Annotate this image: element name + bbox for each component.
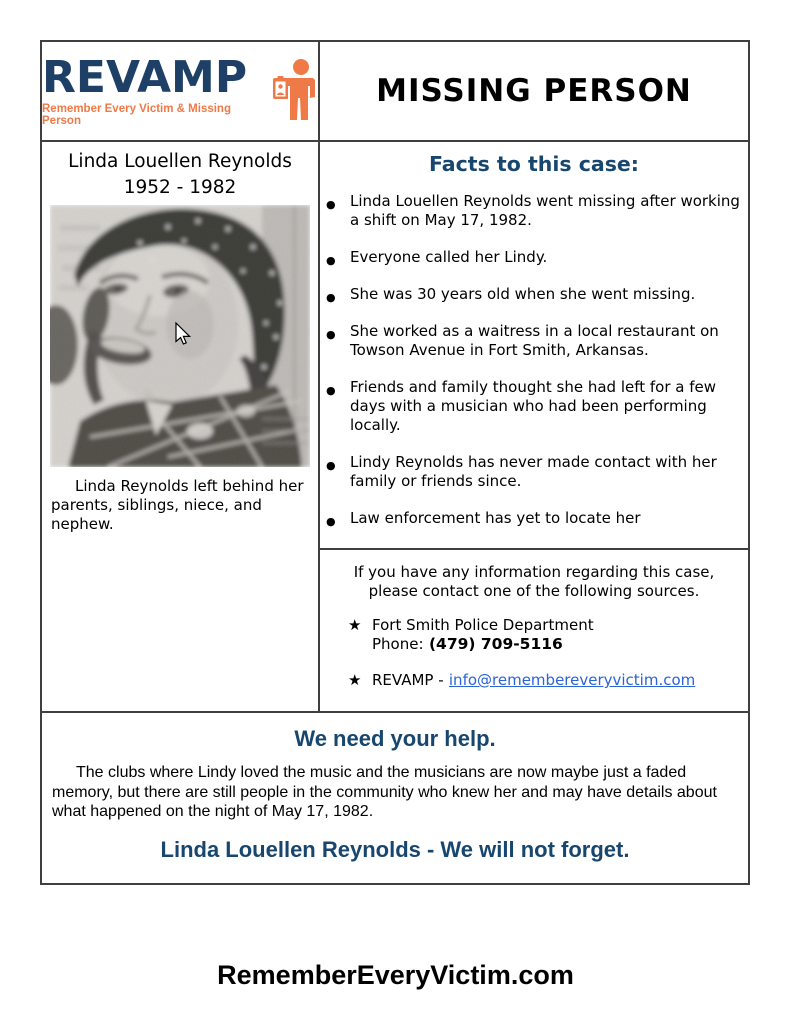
flyer-main-row	[42, 142, 748, 711]
fact-item	[320, 285, 742, 304]
bullet-icon: ●	[326, 515, 336, 528]
fact-text: She worked as a waitress in a local restaurant on Towson Avenue in Fort Smith, Arkansas.	[350, 322, 719, 359]
fact-text: Friends and family thought she had left for a few days with a musician who had been performing locally.	[350, 378, 717, 434]
fact-item	[320, 248, 742, 267]
fact-item	[320, 453, 742, 491]
bullet-icon: ●	[326, 291, 336, 304]
missing-person-photo	[50, 205, 310, 467]
fact-item	[320, 378, 742, 435]
bullet-icon: ●	[326, 384, 336, 397]
contact-list	[320, 616, 748, 690]
help-heading: We need your help.	[294, 726, 496, 751]
bullet-icon: ●	[326, 328, 336, 341]
fact-text: Linda Louellen Reynolds went missing after working a shift on May 17, 1982.	[350, 192, 740, 229]
site-footer: RememberEveryVictim.com	[217, 960, 574, 990]
contact-intro: If you have any information regarding this case, please contact one of the following sources.	[353, 563, 715, 600]
missing-person-flyer	[40, 40, 750, 885]
person-years: 1952 - 1982	[123, 177, 237, 198]
person-caption: Linda Reynolds left behind her parents, siblings, niece, and nephew.	[51, 477, 304, 533]
facts-section	[320, 142, 748, 550]
fact-item	[320, 509, 742, 528]
contact-source-revamp	[320, 671, 748, 690]
help-body: The clubs where Lindy loved the music and the musicians are now maybe just a faded memory, but there are still people in the community who knew her and may have details about what happened on the night of May 17, 1982.	[52, 764, 717, 820]
revamp-logo-tagline: Remember Every Victim & Missing Person	[42, 102, 231, 127]
bullet-icon: ●	[326, 198, 336, 211]
fact-item	[320, 322, 742, 360]
star-icon: ★	[348, 671, 362, 689]
revamp-prefix: REVAMP -	[372, 671, 444, 689]
phone-label: Phone:	[372, 635, 424, 653]
fact-text: She was 30 years old when she went missing.	[350, 285, 696, 303]
contact-section	[320, 550, 748, 711]
flyer-title-cell	[320, 42, 748, 140]
clipboard-person-icon	[272, 58, 318, 124]
fact-item	[320, 192, 742, 230]
revamp-email-link[interactable]: info@remembereveryvictim.com	[448, 671, 696, 689]
phone-number: (479) 709-5116	[428, 635, 563, 653]
person-name: Linda Louellen Reynolds	[68, 151, 292, 172]
revamp-logo-name: REVAMP	[42, 51, 248, 103]
facts-heading: Facts to this case:	[429, 152, 639, 176]
police-name: Fort Smith Police Department	[372, 616, 594, 634]
person-column	[42, 142, 320, 711]
bullet-icon: ●	[326, 459, 336, 472]
missing-person-title: MISSING PERSON	[376, 73, 692, 109]
bullet-icon: ●	[326, 254, 336, 267]
facts-list	[320, 192, 748, 528]
star-icon: ★	[348, 616, 362, 634]
details-column	[320, 142, 748, 711]
contact-source-police	[320, 616, 748, 654]
fact-text: Lindy Reynolds has never made contact with her family or friends since.	[350, 453, 717, 490]
fact-text: Law enforcement has yet to locate her	[350, 509, 641, 527]
police-phone-line	[372, 635, 748, 654]
revamp-logo	[42, 42, 320, 140]
fact-text: Everyone called her Lindy.	[350, 248, 548, 266]
help-closing: Linda Louellen Reynolds - We will not forget.	[160, 836, 630, 862]
revamp-logo-text	[42, 51, 263, 127]
help-section	[42, 711, 748, 883]
flyer-header-row	[42, 42, 748, 142]
